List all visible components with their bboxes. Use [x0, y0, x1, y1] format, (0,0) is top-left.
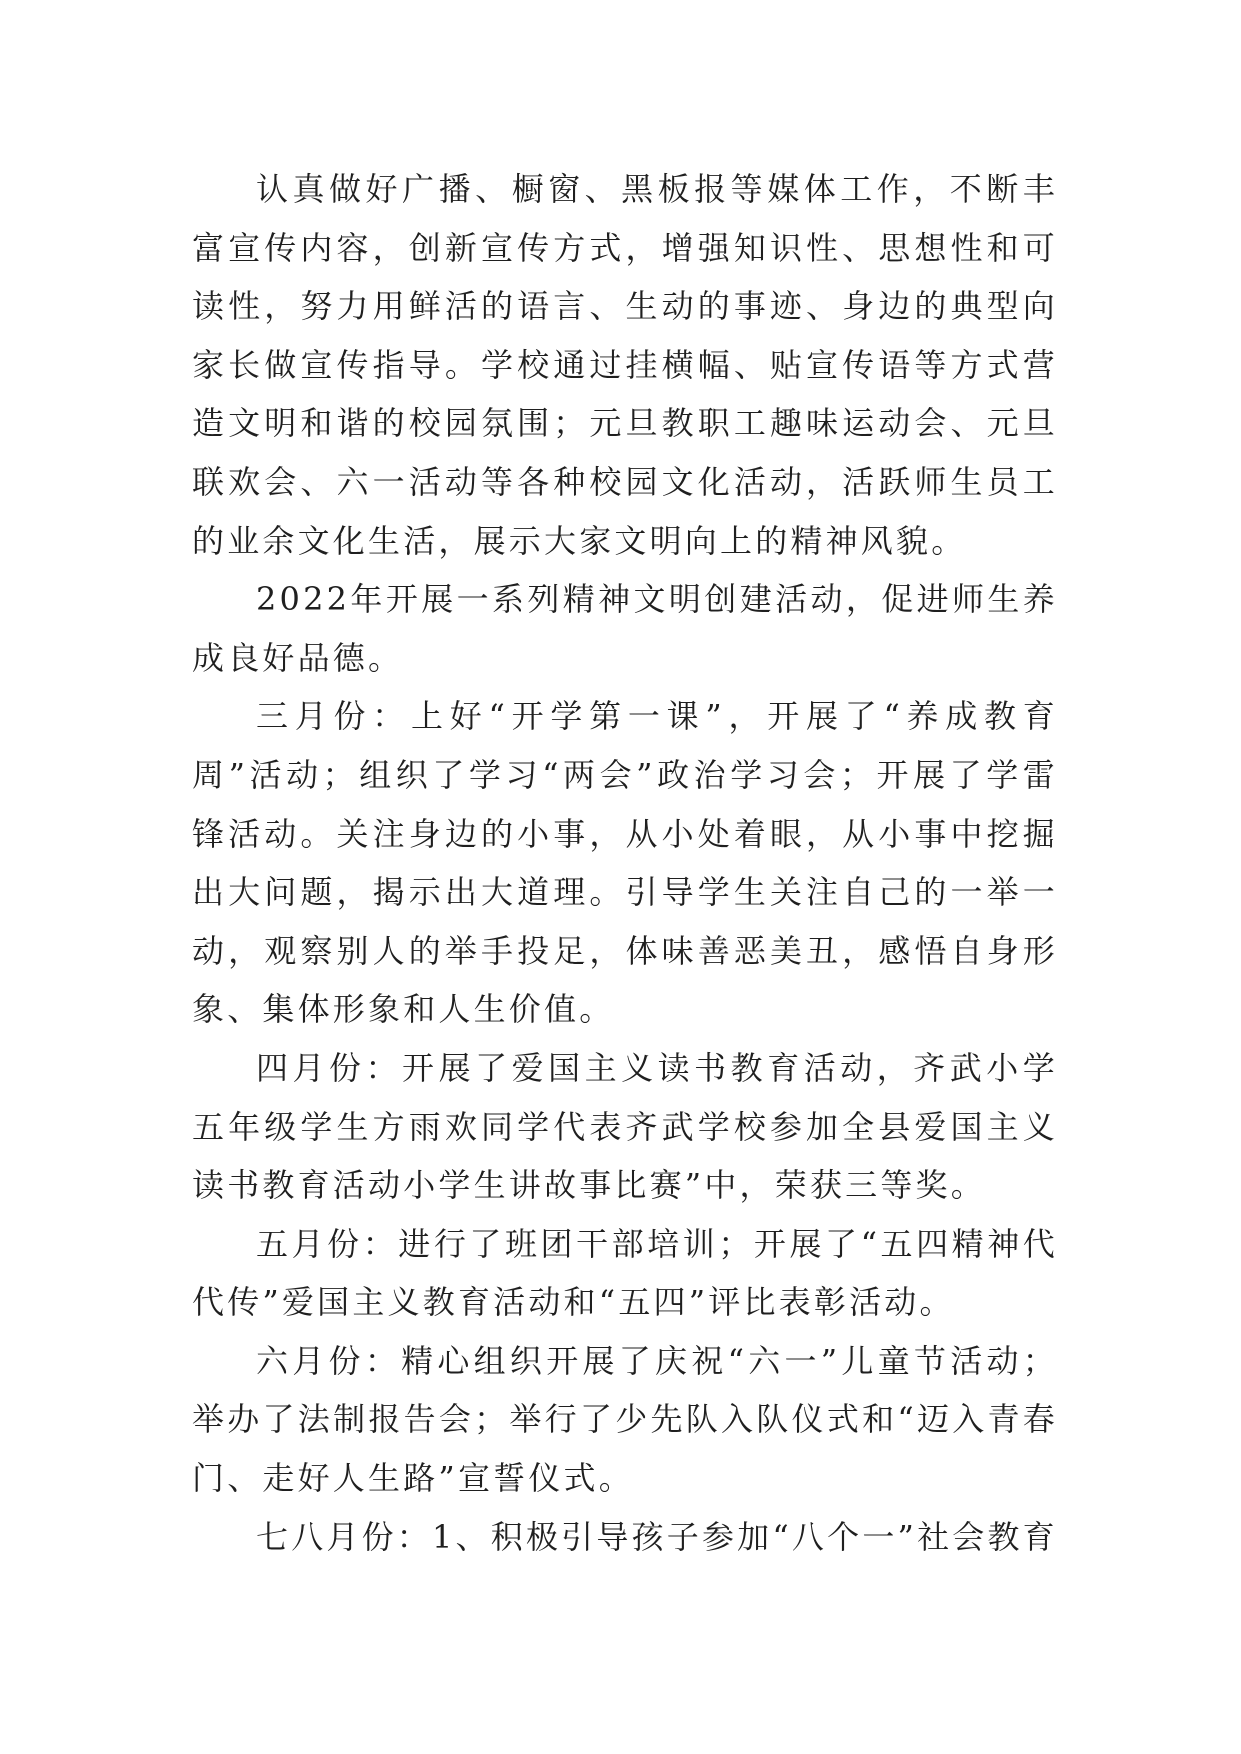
paragraph-media-work: 认真做好广播、橱窗、黑板报等媒体工作，不断丰富宣传内容，创新宣传方式，增强知识性、思想性和可读性，努力用鲜活的语言、生动的事迹、身边的典型向家长做宣传指导。学校通过挂横幅、贴宣传语等方式营造文明和谐的校园氛围；元旦教职工趣味运动会、元旦联欢会、六一活动等各种校园文化活动，活跃师生员工的业余文化生活，展示大家文明向上的精神风貌。: [192, 170, 1058, 560]
paragraph-july-august: 七八月份：1、积极引导孩子参加“八个一”社会教育: [256, 1517, 1058, 1556]
document-body: [192, 160, 1058, 1566]
paragraph-may: 五月份：进行了班团干部培训；开展了“五四精神代代传”爱国主义教育活动和“五四”评比表彰活动。: [192, 1224, 1058, 1322]
paragraph-2022-activities: 2022年开展一系列精神文明创建活动，促进师生养成良好品德。: [192, 580, 1058, 677]
paragraph-april: 四月份：开展了爱国主义读书教育活动，齐武小学五年级学生方雨欢同学代表齐武学校参加全县爱国主义读书教育活动小学生讲故事比赛”中，荣获三等奖。: [192, 1048, 1058, 1205]
paragraph-june: 六月份：精心组织开展了庆祝“六一”儿童节活动；举办了法制报告会；举行了少先队入队仪式和“迈入青春门、走好人生路”宣誓仪式。: [192, 1341, 1058, 1498]
paragraph-march: 三月份：上好“开学第一课”，开展了“养成教育周”活动；组织了学习“两会”政治学习会；开展了学雷锋活动。关注身边的小事，从小处着眼，从小事中挖掘出大问题，揭示出大道理。引导学生关注自己的一举一动，观察别人的举手投足，体味善恶美丑，感悟自身形象、集体形象和人生价值。: [192, 697, 1058, 1029]
